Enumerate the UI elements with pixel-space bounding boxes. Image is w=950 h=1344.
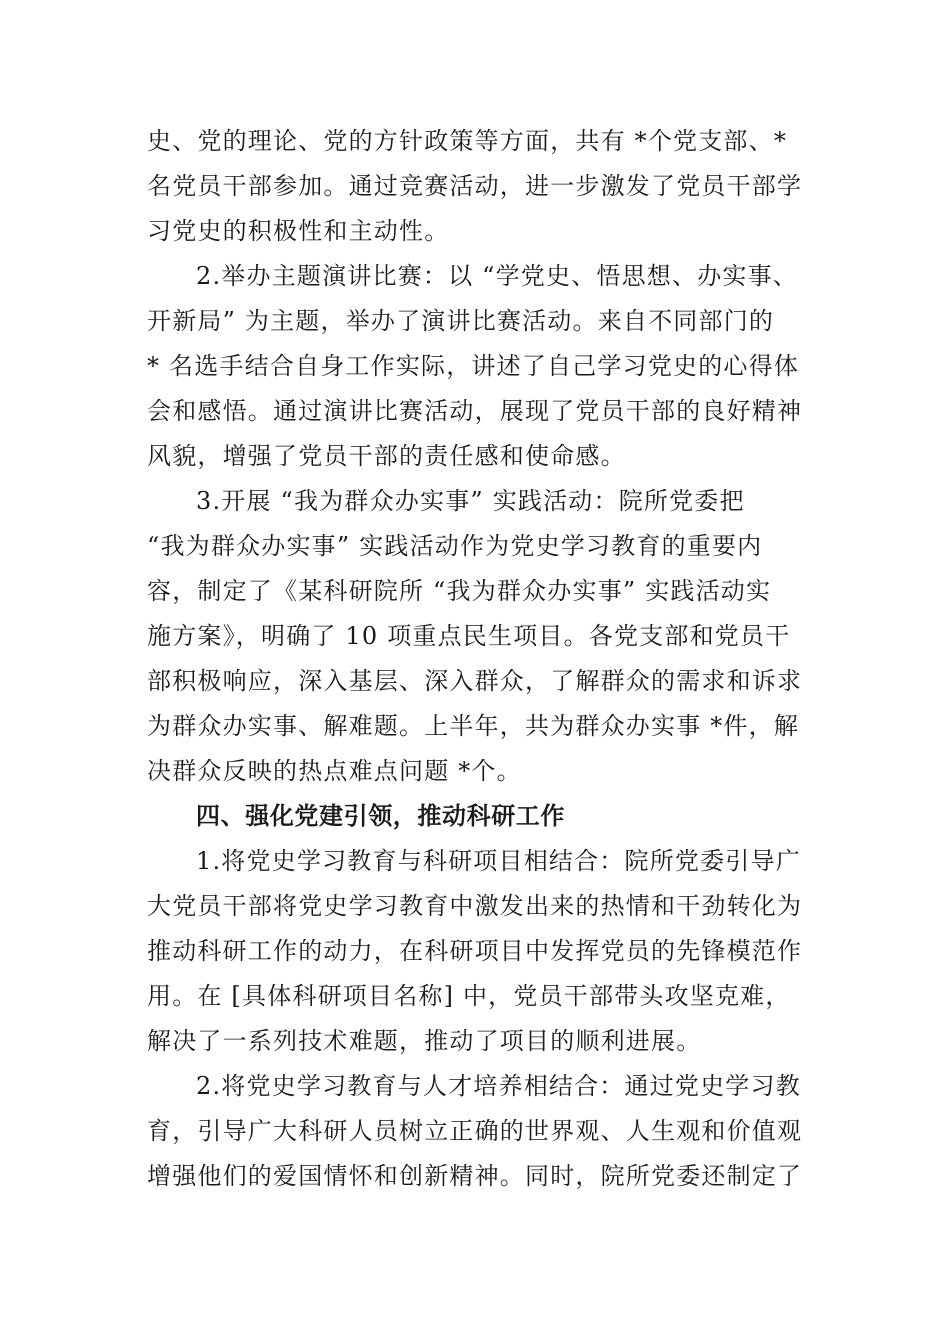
text-line: 施方案》，明确了 10 项重点民生项目。各党支部和党员干 — [147, 622, 791, 650]
text-line: 育，引导广大科研人员树立正确的世界观、人生观和价值观 — [147, 1117, 803, 1145]
text-line: 风貌，增强了党员干部的责任感和使命感。 — [147, 442, 626, 470]
text-line: 决群众反映的热点难点问题 *个。 — [147, 757, 522, 785]
text-line: 推动科研工作的动力，在科研项目中发挥党员的先锋模范作 — [147, 937, 803, 965]
paragraph-start-line: 2.举办主题演讲比赛：以 “学党史、悟思想、办实事、 — [196, 262, 798, 290]
text-line: 开新局” 为主题，举办了演讲比赛活动。来自不同部门的 — [147, 307, 775, 335]
text-line: 名党员干部参加。通过竞赛活动，进一步激发了党员干部学 — [147, 172, 803, 200]
text-line: 容，制定了《某科研院所 “我为群众办实事” 实践活动实 — [147, 577, 772, 605]
text-line: 习党史的积极性和主动性。 — [147, 217, 450, 245]
text-line: * 名选手结合自身工作实际，讲述了自己学习党史的心得体 — [147, 352, 800, 380]
paragraph-start-line: 1.将党史学习教育与科研项目相结合：院所党委引导广 — [196, 847, 801, 875]
text-line: “我为群众办实事” 实践活动作为党史学习教育的重要内 — [147, 532, 763, 560]
text-line: 大党员干部将党史学习教育中激发出来的热情和干劲转化为 — [147, 892, 803, 920]
paragraph-start-line: 3.开展 “我为群众办实事” 实践活动：院所党委把 — [196, 487, 745, 515]
text-line: 史、党的理论、党的方针政策等方面，共有 *个党支部、* — [147, 127, 788, 155]
section-heading: 四、强化党建引领，推动科研工作 — [196, 802, 565, 830]
text-line: 增强他们的爱国情怀和创新精神。同时，院所党委还制定了 — [147, 1162, 803, 1190]
text-line: 为群众办实事、解难题。上半年，共为群众办实事 *件，解 — [147, 712, 800, 740]
text-line: 会和感悟。通过演讲比赛活动，展现了党员干部的良好精神 — [147, 397, 803, 425]
paragraph-start-line: 2.将党史学习教育与人才培养相结合：通过党史学习教 — [196, 1072, 801, 1100]
text-line: 部积极响应，深入基层、深入群众，了解群众的需求和诉求 — [147, 667, 803, 695]
text-line: 用。在 [具体科研项目名称] 中，党员干部带头攻坚克难， — [147, 982, 791, 1010]
text-line: 解决了一系列技术难题，推动了项目的顺利进展。 — [147, 1027, 702, 1055]
